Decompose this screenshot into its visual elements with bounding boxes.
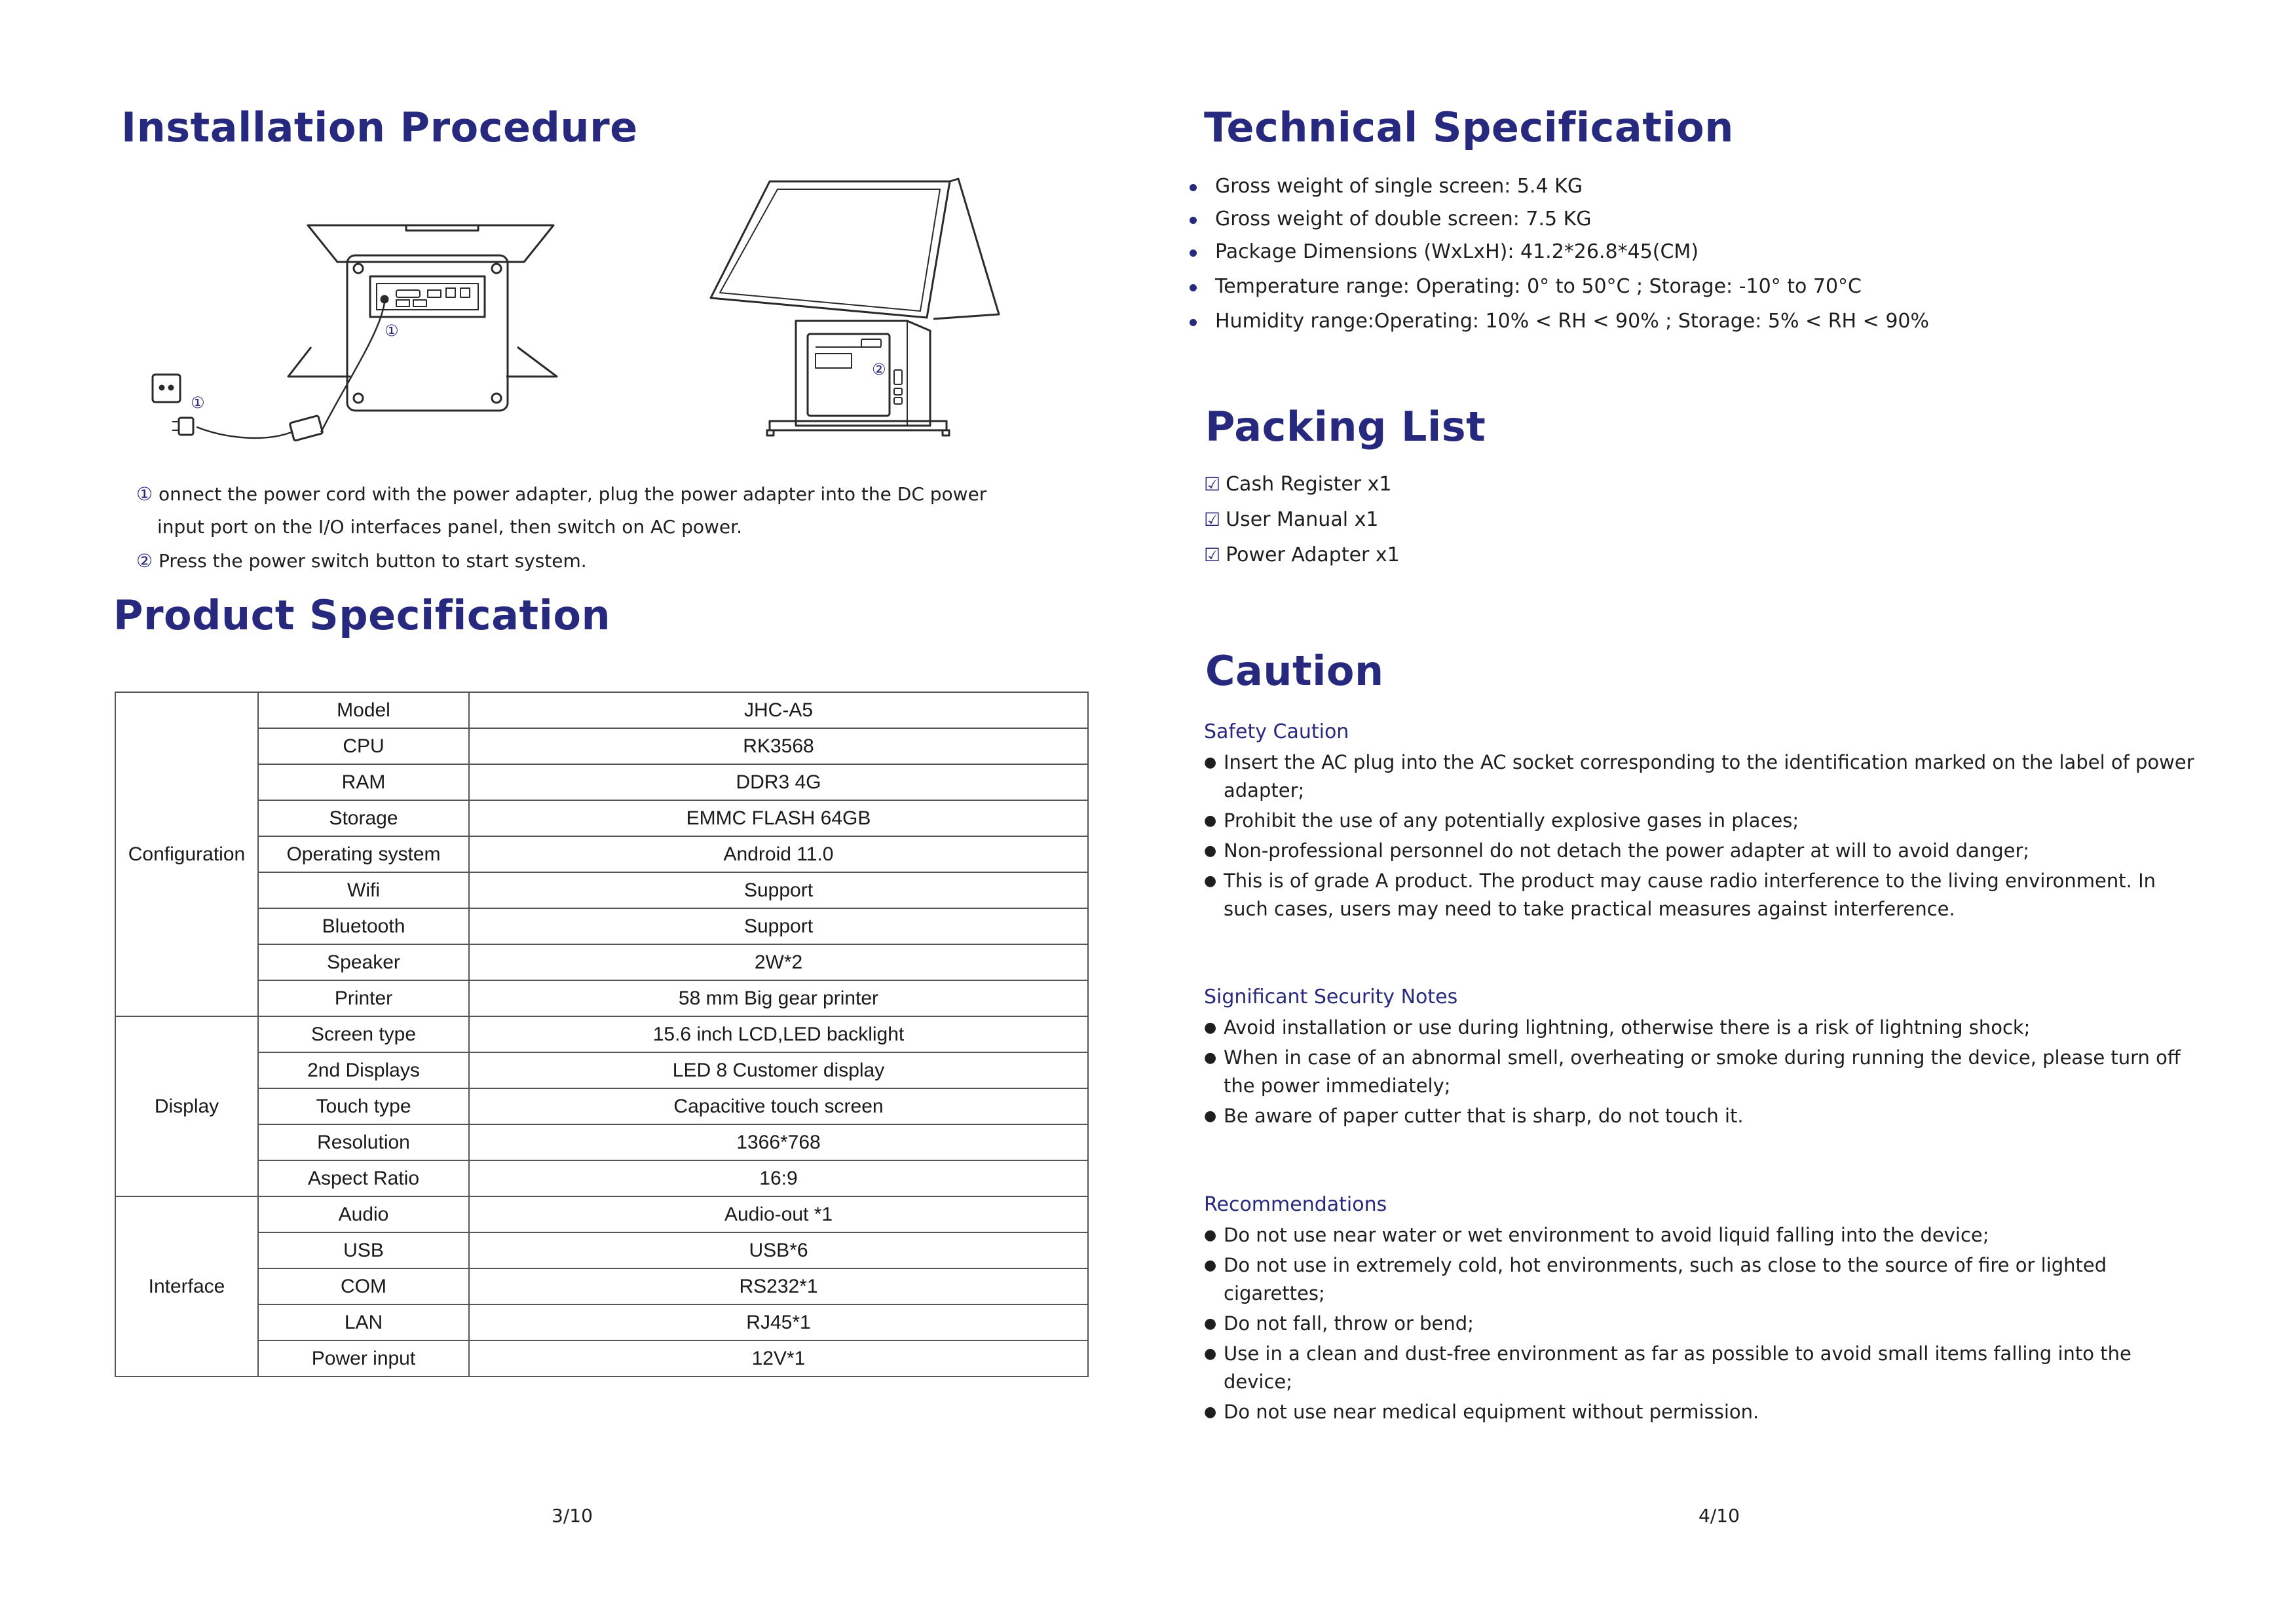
- value-cell: Support: [469, 872, 1088, 908]
- list-item: Gross weight of double screen: 7.5 KG: [1215, 203, 1929, 236]
- param-cell: LAN: [258, 1304, 469, 1340]
- list-item: ● Do not use near water or wet environment to avoid liquid falling into the device;: [1204, 1221, 2206, 1249]
- table-row: [115, 1196, 1088, 1232]
- install-step-1: [136, 478, 986, 544]
- value-cell: 16:9: [469, 1160, 1088, 1196]
- table-row: [115, 1268, 1088, 1304]
- list-item: ● When in case of an abnormal smell, overheating or smoke during running the device, please turn off the power immediately;: [1204, 1044, 2206, 1100]
- list-item: ● Non-professional personnel do not detach the power adapter at will to avoid danger;: [1204, 837, 2206, 865]
- installation-title: Installation Procedure: [121, 103, 638, 151]
- table-row: [115, 980, 1088, 1016]
- value-cell: Support: [469, 908, 1088, 944]
- group-cell: Configuration: [115, 692, 258, 1016]
- install-step-2: [136, 545, 587, 578]
- list-item: ● Do not use in extremely cold, hot environments, such as close to the source of fire or lighted cigarettes;: [1204, 1251, 2206, 1308]
- step-text: input port on the I/O interfaces panel, then switch on AC power.: [157, 516, 742, 538]
- caution-title: Caution: [1205, 647, 1384, 695]
- list-item: ● Do not use near medical equipment without permission.: [1204, 1398, 2206, 1426]
- list-item: ● Be aware of paper cutter that is sharp, do not touch it.: [1204, 1102, 2206, 1130]
- param-cell: Wifi: [258, 872, 469, 908]
- param-cell: Operating system: [258, 836, 469, 872]
- param-cell: 2nd Displays: [258, 1052, 469, 1088]
- step-number: ②: [136, 550, 153, 572]
- value-cell: Capacitive touch screen: [469, 1088, 1088, 1124]
- table-row: [115, 836, 1088, 872]
- list-item: Temperature range: Operating: 0° to 50°C ; Storage: -10° to 70°C: [1215, 270, 1929, 303]
- value-cell: 2W*2: [469, 944, 1088, 980]
- list-item: [1204, 502, 1400, 538]
- value-cell: RS232*1: [469, 1268, 1088, 1304]
- table-row: [115, 1340, 1088, 1376]
- table-row: [115, 1160, 1088, 1196]
- param-cell: RAM: [258, 764, 469, 800]
- value-cell: USB*6: [469, 1232, 1088, 1268]
- param-cell: Storage: [258, 800, 469, 836]
- checkbox-icon: ☑: [1204, 473, 1221, 495]
- value-cell: Audio-out *1: [469, 1196, 1088, 1232]
- table-row: [115, 1088, 1088, 1124]
- value-cell: 58 mm Big gear printer: [469, 980, 1088, 1016]
- param-cell: Printer: [258, 980, 469, 1016]
- value-cell: DDR3 4G: [469, 764, 1088, 800]
- table-row: [115, 764, 1088, 800]
- list-item: [1204, 538, 1400, 573]
- table-row: [115, 944, 1088, 980]
- callout-marker-2: ②: [872, 360, 886, 378]
- list-item: ● Prohibit the use of any potentially explosive gases in places;: [1204, 807, 2206, 835]
- table-row: [115, 1124, 1088, 1160]
- param-cell: COM: [258, 1268, 469, 1304]
- security-notes-list: [1204, 1014, 2206, 1132]
- value-cell: Android 11.0: [469, 836, 1088, 872]
- packing-item-label: User Manual x1: [1226, 508, 1379, 531]
- value-cell: 1366*768: [469, 1124, 1088, 1160]
- group-cell: Display: [115, 1016, 258, 1196]
- table-row: [115, 872, 1088, 908]
- param-cell: Power input: [258, 1340, 469, 1376]
- param-cell: Touch type: [258, 1088, 469, 1124]
- checkbox-icon: ☑: [1204, 544, 1221, 566]
- technical-spec-title: Technical Specification: [1204, 103, 1734, 151]
- list-item: ● Use in a clean and dust-free environment as far as possible to avoid small items falling into the device;: [1204, 1340, 2206, 1396]
- security-notes-heading: Significant Security Notes: [1204, 986, 1458, 1008]
- pos-terminal-front-illustration: [704, 174, 1015, 449]
- pos-terminal-back-illustration: [147, 216, 573, 452]
- step-text: Press the power switch button to start system.: [159, 550, 587, 572]
- product-spec-table: [115, 692, 1089, 1377]
- list-item: [1204, 467, 1400, 502]
- param-cell: Speaker: [258, 944, 469, 980]
- step-number: ①: [136, 483, 153, 505]
- group-cell: Interface: [115, 1196, 258, 1376]
- param-cell: CPU: [258, 728, 469, 764]
- value-cell: 15.6 inch LCD,LED backlight: [469, 1016, 1088, 1052]
- list-item: Package Dimensions (WxLxH): 41.2*26.8*45(CM): [1215, 236, 1929, 268]
- param-cell: Audio: [258, 1196, 469, 1232]
- table-row: [115, 728, 1088, 764]
- list-item: Humidity range:Operating: 10% < RH < 90% ; Storage: 5% < RH < 90%: [1215, 305, 1929, 338]
- param-cell: Model: [258, 692, 469, 728]
- packing-item-label: Cash Register x1: [1226, 473, 1392, 496]
- checkbox-icon: ☑: [1204, 509, 1221, 530]
- param-cell: Screen type: [258, 1016, 469, 1052]
- value-cell: RK3568: [469, 728, 1088, 764]
- value-cell: EMMC FLASH 64GB: [469, 800, 1088, 836]
- param-cell: USB: [258, 1232, 469, 1268]
- value-cell: 12V*1: [469, 1340, 1088, 1376]
- page-number: 4/10: [1699, 1505, 1740, 1526]
- callout-marker-1: ①: [385, 322, 399, 340]
- list-item: ● Do not fall, throw or bend;: [1204, 1310, 2206, 1338]
- param-cell: Aspect Ratio: [258, 1160, 469, 1196]
- table-row: [115, 1304, 1088, 1340]
- table-row: [115, 692, 1088, 728]
- safety-caution-list: [1204, 748, 2206, 925]
- page-number: 3/10: [552, 1505, 593, 1526]
- list-item: ● This is of grade A product. The product may cause radio interference to the living environment. In such cases, users may need to take practical measures against interference.: [1204, 867, 2206, 923]
- table-row: [115, 800, 1088, 836]
- value-cell: JHC-A5: [469, 692, 1088, 728]
- table-row: [115, 1232, 1088, 1268]
- step-text: onnect the power cord with the power adapter, plug the power adapter into the DC power: [159, 483, 987, 505]
- list-item: ● Insert the AC plug into the AC socket corresponding to the identification marked on the label of power adapter;: [1204, 748, 2206, 805]
- callout-marker-1: ①: [191, 394, 205, 412]
- table-row: [115, 908, 1088, 944]
- packing-list-title: Packing List: [1205, 403, 1486, 451]
- table-row: [115, 1016, 1088, 1052]
- list-item: ● Avoid installation or use during lightning, otherwise there is a risk of lightning shock;: [1204, 1014, 2206, 1042]
- product-spec-title: Product Specification: [113, 591, 611, 639]
- packing-list: [1204, 467, 1400, 573]
- value-cell: RJ45*1: [469, 1304, 1088, 1340]
- table-row: [115, 1052, 1088, 1088]
- recommendations-heading: Recommendations: [1204, 1193, 1387, 1216]
- param-cell: Resolution: [258, 1124, 469, 1160]
- packing-item-label: Power Adapter x1: [1226, 544, 1400, 566]
- value-cell: LED 8 Customer display: [469, 1052, 1088, 1088]
- recommendations-list: [1204, 1221, 2206, 1428]
- safety-caution-heading: Safety Caution: [1204, 720, 1349, 743]
- technical-spec-list: [1215, 170, 1929, 338]
- list-item: Gross weight of single screen: 5.4 KG: [1215, 170, 1929, 203]
- param-cell: Bluetooth: [258, 908, 469, 944]
